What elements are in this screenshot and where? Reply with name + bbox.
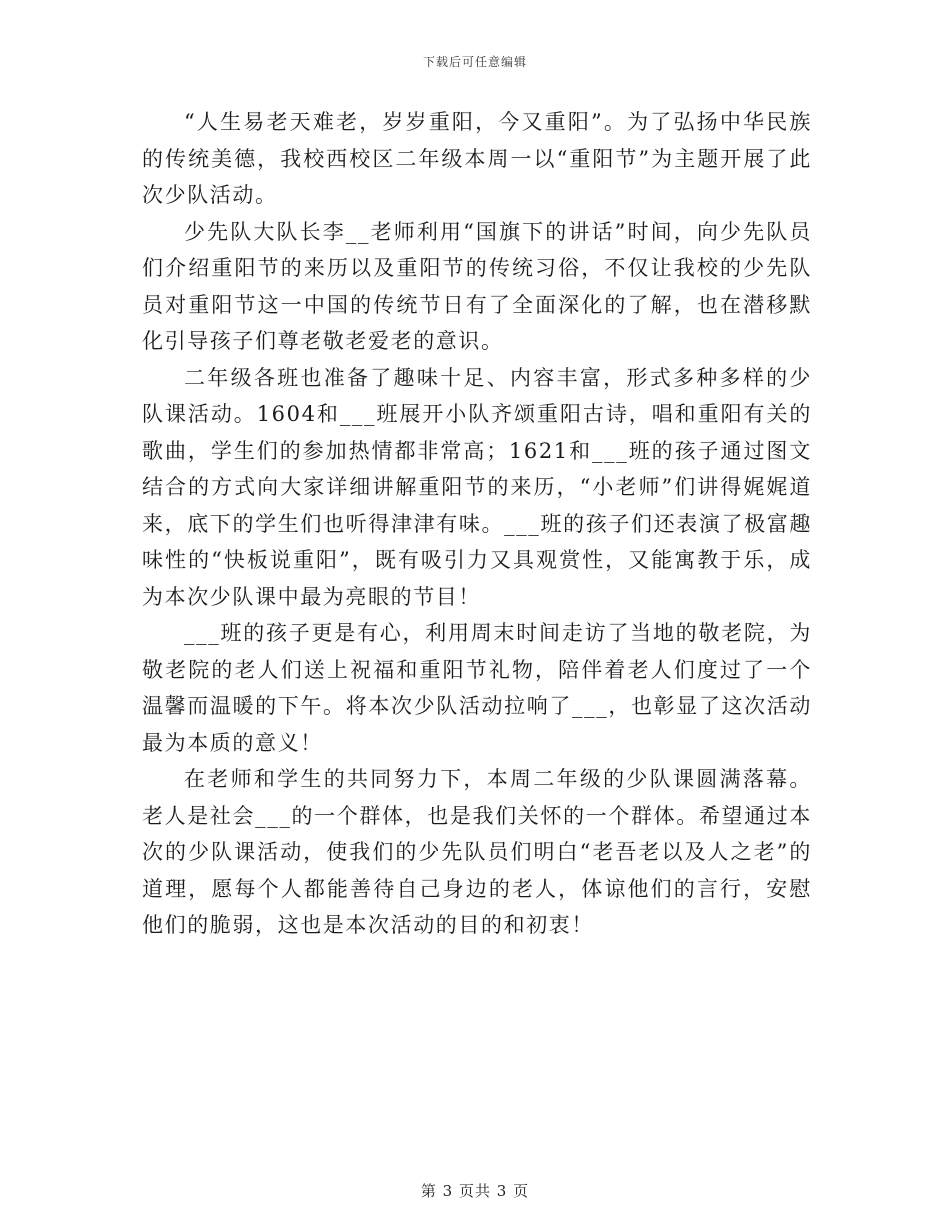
paragraph-3: 二年级各班也准备了趣味十足、内容丰富，形式多种多样的少队课活动。1604和___班展开小队齐颂重阳古诗，唱和重阳有关的歌曲，学生们的参加热情都非常高；1621和___班的孩子通过图文结合的方式向大家详细讲解重阳节的来历，“小老师”们讲得娓娓道来，底下的学生们也听得津津有味。___班的孩子们还表演了极富趣味性的“快板说重阳”，既有吸引力又具观赏性，又能寓教于乐，成为本次少队课中最为亮眼的节目！ <box>142 365 813 609</box>
page-footer: 第 3 页共 3 页 <box>420 1182 530 1200</box>
paragraph-5: 在老师和学生的共同努力下，本周二年级的少队课圆满落幕。老人是社会___的一个群体，也是我们关怀的一个群体。希望通过本次的少队课活动，使我们的少先队员们明白“老吾老以及人之老”的道理，愿每个人都能善待自己身边的老人，体谅他们的言行，安慰他们的脆弱，这也是本次活动的目的和初衷！ <box>142 767 812 937</box>
paragraph-4: ___班的孩子更是有心，利用周末时间走访了当地的敬老院，为敬老院的老人们送上祝福和重阳节礼物，陪伴着老人们度过了一个温馨而温暖的下午。将本次少队活动拉响了___，也彰显了这次活动最为本质的意义！ <box>142 621 812 755</box>
document-body <box>142 104 812 944</box>
paragraph-1: “人生易老天难老，岁岁重阳，今又重阳”。为了弘扬中华民族的传统美德，我校西校区二年级本周一以“重阳节”为主题开展了此次少队活动。 <box>142 110 812 207</box>
page-header: 下载后可任意编辑 <box>422 55 527 69</box>
paragraph-2: 少先队大队长李__老师利用“国旗下的讲话”时间，向少先队员们介绍重阳节的来历以及重阳节的传统习俗，不仅让我校的少先队员对重阳节这一中国的传统节日有了全面深化的了解，也在潜移默化引导孩子们尊老敬老爱老的意识。 <box>142 219 812 353</box>
